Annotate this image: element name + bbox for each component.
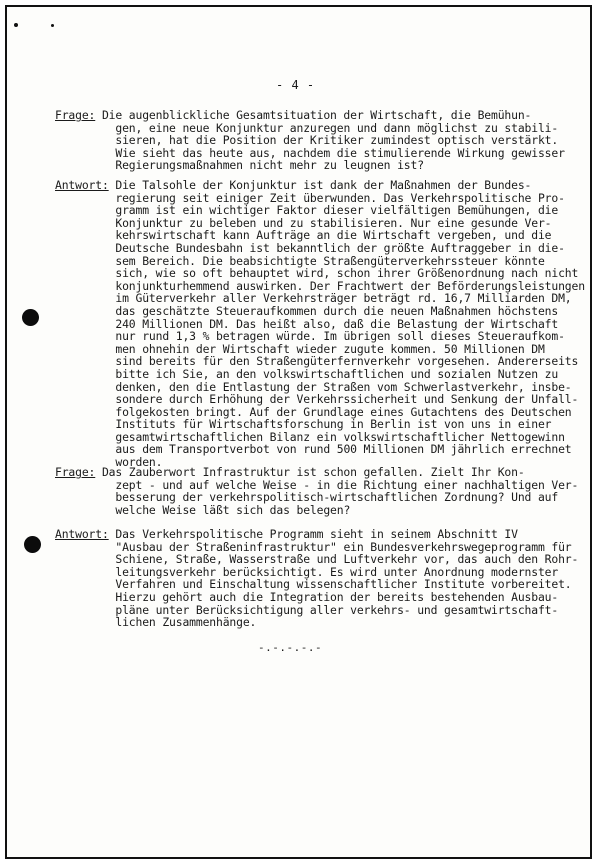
- text-line: bitte ich Sie, an den volkswirtschaftlichen und sozialen Nutzen zu: [115, 366, 559, 381]
- punch-hole: [22, 309, 39, 326]
- answer-1: [55, 178, 585, 470]
- text-line: Das Zauberwort Infrastruktur ist schon gefallen. Zielt Ihr Kon-: [95, 465, 525, 479]
- text-line: Die Talsohle der Konjunktur ist dank der Maßnahmen der Bundes-: [108, 178, 532, 192]
- text-line: sieren, hat die Position der Kritiker zumindest optisch verstärkt.: [115, 133, 559, 148]
- text-line: regierung seit einiger Zeit überwunden. Das Verkehrspolitische Pro-: [115, 190, 565, 205]
- text-line: Die augenblickliche Gesamtsituation der Wirtschaft, die Bemühun-: [95, 108, 532, 122]
- text-line: 240 Millionen DM. Das heißt also, daß die Belastung der Wirtschaft: [115, 316, 559, 331]
- text-line: Wie sieht das heute aus, nachdem die stimulierende Wirkung gewisser: [115, 145, 565, 160]
- text-line: im Güterverkehr aller Verkehrsträger beträgt rd. 16,7 Milliarden DM,: [115, 291, 572, 306]
- text-line: Das Verkehrspolitische Programm sieht in seinem Abschnitt IV: [108, 527, 518, 541]
- text-line: das geschätzte Steueraufkommen durch die neuen Maßnahmen höchstens: [115, 303, 559, 318]
- corner-mark: [14, 23, 18, 27]
- text-line: Konjunktur zu beleben und zu stabilisieren. Nur eine gesunde Ver-: [115, 215, 552, 230]
- page-number: - 4 -: [276, 78, 315, 92]
- text-line: pläne unter Berücksichtigung aller verkehrs- und gesamtwirtschaft-: [115, 602, 559, 617]
- punch-hole: [24, 536, 41, 553]
- text-line: sem Bereich. Die beabsichtigte Straßengüterverkehrssteuer könnte: [115, 253, 545, 268]
- text-line: sondere durch Erhöhung der Verkehrssicherheit und Senkung der Unfall-: [115, 392, 579, 407]
- answer-label: Antwort:: [55, 178, 109, 192]
- question-2: [55, 465, 579, 517]
- text-line: worden.: [115, 455, 163, 470]
- text-line: sich, wie so oft behauptet wird, schon ihrer Größenordnung nach nicht: [115, 266, 579, 281]
- text-line: gramm ist ein wichtiger Faktor dieser vielfältigen Bemühungen, die: [115, 203, 559, 218]
- text-line: Hierzu gehört auch die Integration der bereits bestehenden Ausbau-: [115, 589, 559, 604]
- question-label: Frage:: [55, 465, 96, 479]
- text-line: gen, eine neue Konjunktur anzuregen und dann möglichst zu stabili-: [115, 120, 559, 135]
- text-line: Regierungsmaßnahmen nicht mehr zu leugnen ist?: [115, 158, 424, 173]
- text-line: "Ausbau der Straßeninfrastruktur" ein Bundesverkehrswegeprogramm für: [115, 539, 572, 554]
- text-line: zept - und auf welche Weise - in die Richtung einer nachhaltigen Ver-: [115, 477, 579, 492]
- answer-label: Antwort:: [55, 527, 109, 541]
- text-line: Deutsche Bundesbahn ist bekanntlich der größte Auftraggeber in die-: [115, 240, 565, 255]
- text-line: denken, den die Entlastung der Straßen vom Schwerlastverkehr, insbe-: [115, 379, 572, 394]
- text-line: Instituts für Wirtschaftsforschung in Berlin ist von uns in einer: [115, 417, 552, 432]
- text-line: lichen Zusammenhänge.: [115, 615, 257, 630]
- text-line: sind bereits für den Straßengüterfernverkehr vorgesehen. Andererseits: [115, 354, 579, 369]
- answer-2: [55, 527, 579, 630]
- corner-mark: [51, 24, 54, 27]
- text-line: besserung der verkehrspolitisch-wirtschaftlichen Zordnung? Und auf: [115, 490, 559, 505]
- text-line: kehrswirtschaft kann Aufträge an die Wirtschaft vergeben, und die: [115, 228, 552, 243]
- text-line: men ohnehin der Wirtschaft wieder zugute kommen. 50 Millionen DM: [115, 341, 545, 356]
- closing-ornament: -.-.-.-.-: [258, 641, 323, 654]
- question-1: [55, 108, 565, 173]
- text-line: aus dem Transportverbot von rund 500 Millionen DM jährlich errechnet: [115, 442, 572, 457]
- text-line: leitungsverkehr berücksichtigt. Es wird unter Anordnung modernster: [115, 564, 559, 579]
- text-line: welche Weise läßt sich das belegen?: [115, 502, 351, 517]
- text-line: Schiene, Straße, Wasserstraße und Luftverkehr vor, das auch den Rohr-: [115, 552, 579, 567]
- text-line: folgekosten bringt. Auf der Grundlage eines Gutachtens des Deutschen: [115, 404, 572, 419]
- text-line: Verfahren und Einschaltung wissenschaftlicher Institute vorbereitet.: [115, 577, 572, 592]
- text-line: nur rund 1,3 % betragen würde. Im übrigen soll dieses Steueraufkom-: [115, 329, 565, 344]
- text-line: gesamtwirtschaftlichen Bilanz ein volkswirtschaftlicher Nettogewinn: [115, 429, 565, 444]
- question-label: Frage:: [55, 108, 96, 122]
- text-line: konjunkturhemmend auswirken. Der Frachtwert der Beförderungsleistungen: [115, 278, 585, 293]
